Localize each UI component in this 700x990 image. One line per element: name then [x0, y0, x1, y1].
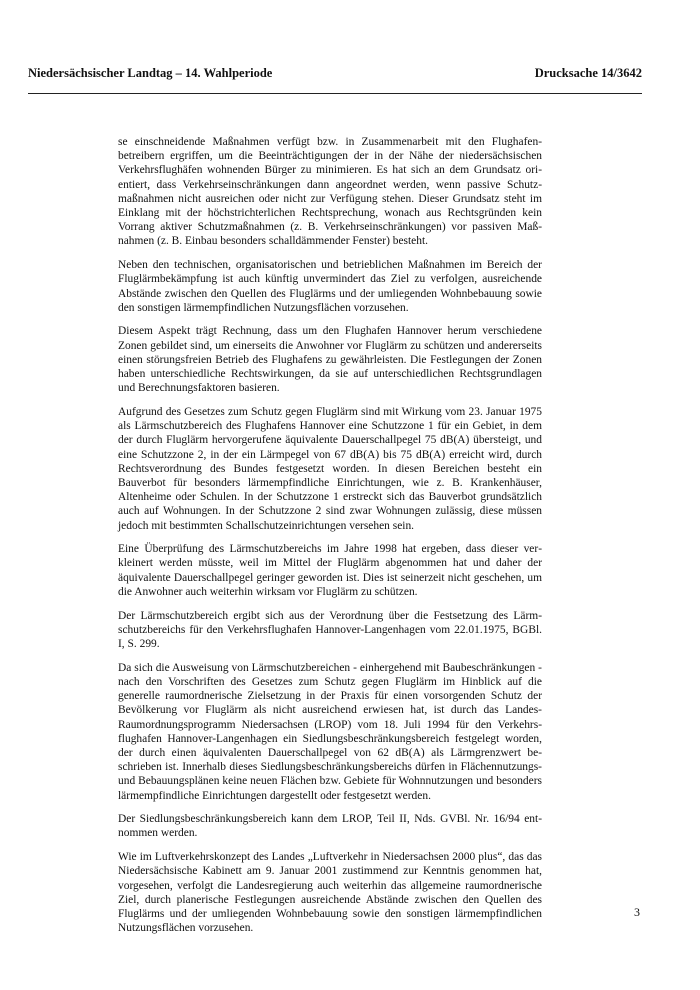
body-paragraph: Der Siedlungsbeschränkungsbereich kann dem LROP, Teil II, Nds. GVBl. Nr. 16/94 entnommen werden. [118, 813, 542, 840]
body-paragraph: Wie im Luftverkehrskonzept des Landes „Luftverkehr in Niedersachsen 2000 plus“, das das Niedersächsische Kabinett am 9. Januar 2001 zustimmend zur Kenntnis genommen hat, vorgesehen, verfolgt die Landesregierung auch weiterhin das allgemeine raumordnerische Ziel, durch planerische Festlegungen ausreichende Abstände zwischen den Quellen des Fluglärms und der umliegenden Wohnbebauung sowie den sonstigen lärmempfindlichen Nutzungsflächen vorzusehen. [118, 851, 542, 935]
body-paragraph: Der Lärmschutzbereich ergibt sich aus der Verordnung über die Festsetzung des Lärmschutzbereichs für den Verkehrsflughafen Hannover-Langenhagen vom 22.01.1975, BGBl. I, S. 299. [118, 609, 542, 650]
header-title: Niedersächsischer Landtag – 14. Wahlperiode [28, 66, 273, 80]
body-paragraph: Eine Überprüfung des Lärmschutzbereichs im Jahre 1998 hat ergeben, dass dieser verkleinert werden müsste, weil im Mittel der Fluglärm abgenommen hat und daher der äquivalente Dauerschallpegel geringer geworden ist. Dies ist seinerzeit nicht geschehen, um die Anwohner auch weiterhin wirksam vor Fluglärm zu schützen. [118, 543, 542, 598]
document-body [118, 135, 542, 945]
body-paragraph: Diesem Aspekt trägt Rechnung, dass um den Flughafen Hannover herum verschiedene Zonen gebildet sind, um einerseits die Anwohner vor Fluglärm zu schützen und andererseits einen störungsfreien Betrieb des Flughafens zu gewährleisten. Die Festlegungen der Zonen haben unterschiedliche Rechtswirkungen, da sie auf unterschiedlichen Rechtsgrundlagen und Berechnungsfaktoren basieren. [118, 325, 542, 395]
page-number: 3 [634, 905, 640, 919]
page-header [28, 66, 642, 81]
body-paragraph: se einschneidende Maßnahmen verfügt bzw. in Zusammenarbeit mit den Flughafenbetreibern ergriffen, um die Beeinträchtigungen der in der Nähe der niedersächsischen Verkehrsflughäfen wohnenden Bürger zu minimieren. Es hat sich an dem Grundsatz orientiert, dass Verkehrseinschränkungen dann angeordnet werden, wenn passive Schutzmaßnahmen nicht ausreichen oder nicht zur Verfügung stehen. Dieser Grundsatz steht im Einklang mit der höchstrichterlichen Rechtsprechung, wonach aus Rechtsgründen kein Vorrang aktiver Schutzmaßnahmen (z. B. Verkehrseinschränkungen) vor passiven Maßnahmen (z. B. Einbau besonders schalldämmender Fenster) besteht. [118, 136, 542, 248]
body-paragraph: Da sich die Ausweisung von Lärmschutzbereichen - einhergehend mit Baubeschränkungen - nach den Vorschriften des Gesetzes zum Schutz gegen Fluglärm im Hinblick auf die generelle raumordnerische Zielsetzung in der Praxis für einen vorsorgenden Schutz der Bevölkerung vor Fluglärm als nicht ausreichend erwiesen hat, ist durch das Landes-Raumordnungsprogramm Niedersachsen (LROP) vom 18. Juli 1994 für den Verkehrsflughafen Hannover-Langenhagen ein Siedlungsbeschränkungsbereich festgelegt worden, der durch einen äquivalenten Dauerschallpegel von 62 dB(A) als Lärmgrenzwert beschrieben ist. Innerhalb dieses Siedlungsbeschränkungsbereichs dürfen in Flächennutzungs- und Bebauungsplänen keine neuen Flächen bzw. Gebiete für Wohnnutzungen und besonders lärmempfindliche Einrichtungen dargestellt oder festgesetzt werden. [118, 661, 542, 802]
header-divider [28, 93, 642, 94]
body-paragraph: Aufgrund des Gesetzes zum Schutz gegen Fluglärm sind mit Wirkung vom 23. Januar 1975 als Lärmschutzbereich des Flughafens Hannover eine Schutzzone 1 für ein Gebiet, in dem der durch Fluglärm hervorgerufene äquivalente Dauerschallpegel 75 dB(A) übersteigt, und eine Schutzzone 2, in der ein Lärmpegel von 67 dB(A) bis 75 dB(A) erreicht wird, durch Rechtsverordnung des Bundes festgesetzt worden. In diesen Bereichen besteht ein Bauverbot für besonders lärmempfindliche Einrichtungen, wie z. B. Krankenhäuser, Altenheime oder Schulen. In der Schutzzone 1 erstreckt sich das Bauverbot grundsätzlich auch auf Wohnungen. In der Schutzzone 2 sind zwar Wohnungen zulässig, diese müssen jedoch mit bestimmten Schallschutzeinrichtungen versehen sein. [118, 405, 542, 532]
document-number: Drucksache 14/3642 [534, 66, 642, 80]
body-paragraph: Neben den technischen, organisatorischen und betrieblichen Maßnahmen im Bereich der Fluglärmbekämpfung ist auch künftig unvermindert das Ziel zu verfolgen, ausreichende Abstände zwischen den Quellen des Fluglärms und der umliegenden Wohnbebauung sowie den sonstigen lärmempfindlichen Nutzungsflächen vorzusehen. [118, 259, 542, 314]
